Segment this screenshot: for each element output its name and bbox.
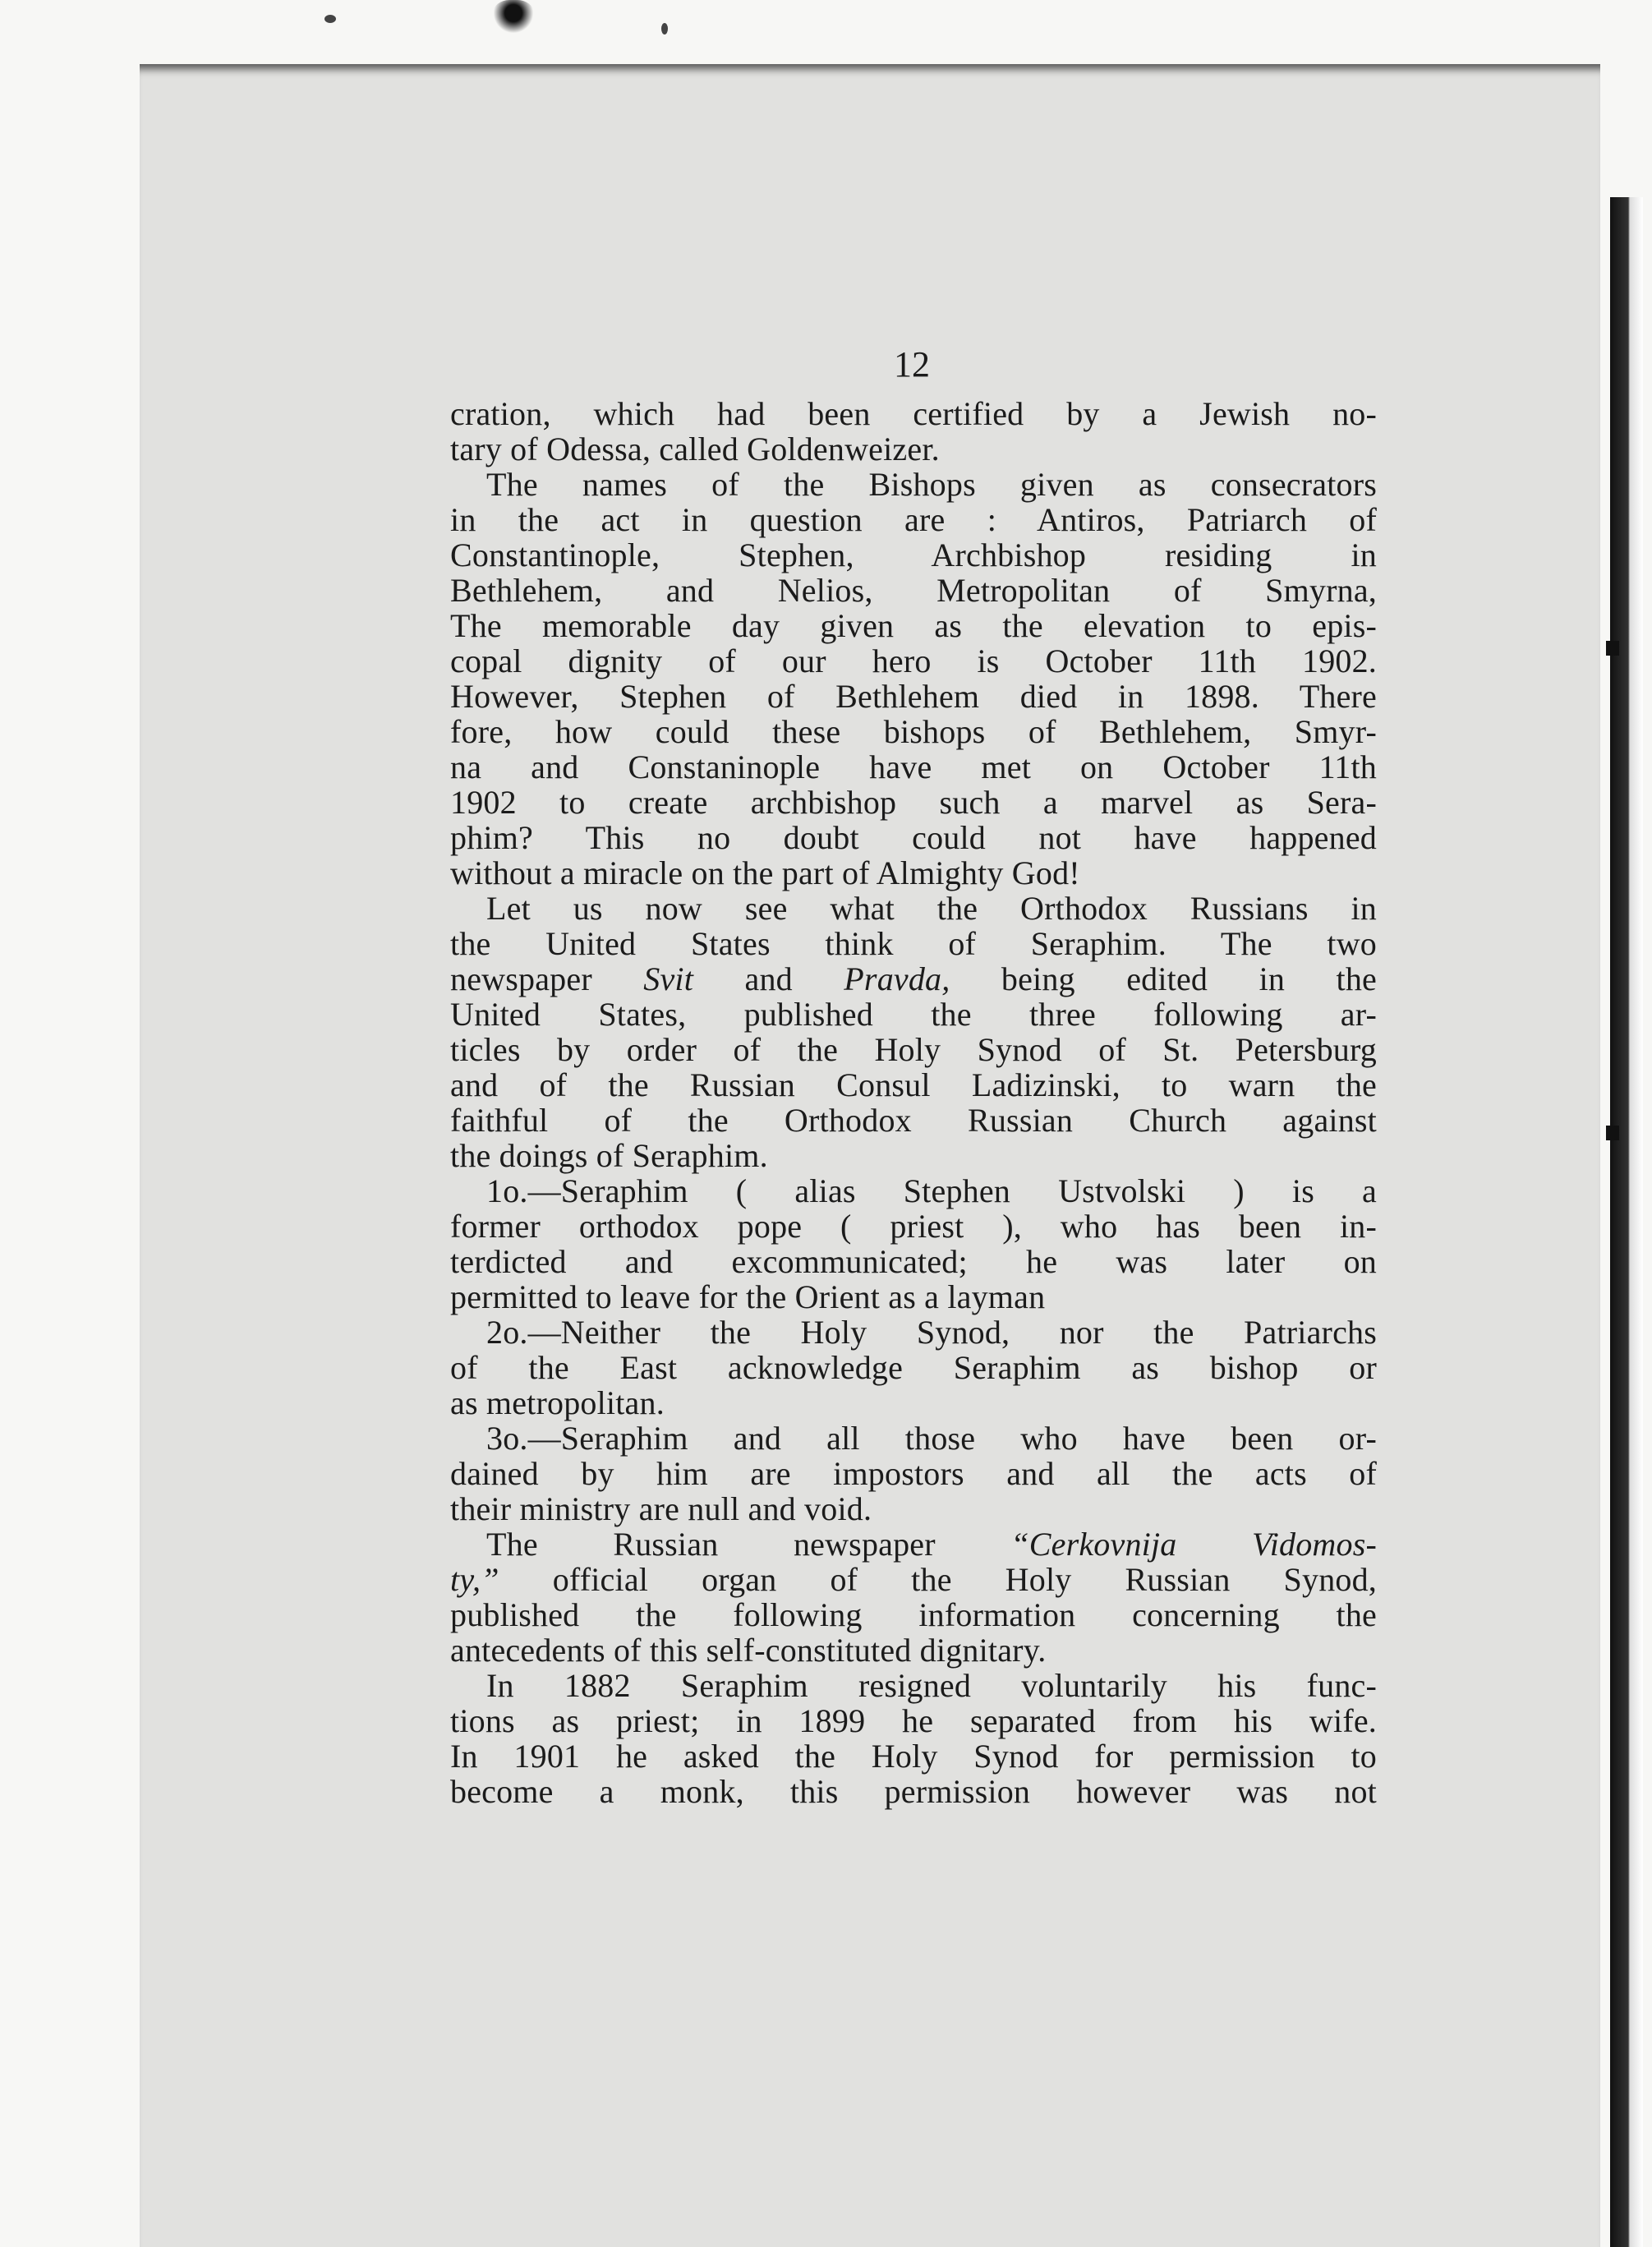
text-line [450, 1526, 1377, 1562]
text-line: terdicted and excommunicated; he was later on [450, 1243, 1377, 1280]
text-line: their ministry are null and void. [450, 1490, 872, 1527]
text-line: na and Constaninople have met on October 11th [450, 748, 1377, 785]
text-line: The names of the Bishops given as consecrators [486, 466, 1377, 503]
text-run: Svit [643, 960, 694, 997]
text-line: the United States think of Seraphim. The two [450, 925, 1377, 962]
text-line: fore, how could these bishops of Bethlehem, Smyr- [450, 713, 1377, 750]
text-line: In 1901 he asked the Holy Synod for permission to [450, 1738, 1377, 1775]
text-run: ty,” [450, 1561, 499, 1598]
text-line: ticles by order of the Holy Synod of St. Petersburg [450, 1031, 1377, 1068]
scan-mark [661, 23, 668, 35]
text-line: in the act in question are : Antiros, Patriarch of [450, 501, 1377, 538]
text-line: published the following information concerning the [450, 1596, 1377, 1633]
text-line: However, Stephen of Bethlehem died in 1898. There [450, 678, 1377, 715]
text-line: 1902 to create archbishop such a marvel as Sera- [450, 784, 1377, 821]
text-line: permitted to leave for the Orient as a layman [450, 1278, 1046, 1315]
text-line: faithful of the Orthodox Russian Church against [450, 1102, 1377, 1139]
scan-mark [1606, 1126, 1619, 1140]
text-line: 2o.—Neither the Holy Synod, nor the Patriarchs [486, 1314, 1377, 1351]
text-line [450, 961, 1377, 997]
text-line: phim? This no doubt could not have happened [450, 819, 1377, 856]
text-line: Bethlehem, and Nelios, Metropolitan of Smyrna, [450, 572, 1377, 609]
text-line: and of the Russian Consul Ladizinski, to warn the [450, 1066, 1377, 1103]
scan-smudge [493, 0, 534, 33]
text-line: without a miracle on the part of Almighty God! [450, 854, 1080, 891]
text-line: tions as priest; in 1899 he separated from his wife. [450, 1702, 1377, 1739]
scan-mark [324, 15, 336, 23]
text-run: Pravda, [844, 960, 950, 997]
text-run: newspaper [450, 960, 644, 997]
text-run: “Cerkovnija Vidomos- [1010, 1526, 1377, 1563]
text-line: cration, which had been certified by a Jewish no- [450, 395, 1377, 432]
text-line: antecedents of this self-constituted dignitary. [450, 1632, 1047, 1669]
page-body-text [450, 396, 1377, 1809]
text-run: and [693, 960, 844, 997]
scan-mark [1606, 641, 1619, 656]
text-line: 3o.—Seraphim and all those who have been or- [486, 1420, 1377, 1457]
text-line: dained by him are impostors and all the acts of [450, 1455, 1377, 1492]
text-run: being edited in the [950, 960, 1377, 997]
text-line: of the East acknowledge Seraphim as bishop or [450, 1349, 1377, 1386]
text-line: Let us now see what the Orthodox Russians in [486, 890, 1377, 927]
text-line: the doings of Seraphim. [450, 1137, 768, 1174]
page-number: 12 [894, 344, 930, 384]
text-line: become a monk, this permission however was not [450, 1773, 1377, 1810]
text-line: former orthodox pope ( priest ), who has been in- [450, 1208, 1377, 1245]
text-line: In 1882 Seraphim resigned voluntarily his func- [486, 1667, 1377, 1704]
text-line [450, 1562, 1377, 1597]
text-line: copal dignity of our hero is October 11th 1902. [450, 642, 1377, 679]
text-line: as metropolitan. [450, 1384, 665, 1421]
text-run: The Russian newspaper [486, 1526, 1011, 1563]
text-line: Constantinople, Stephen, Archbishop residing in [450, 536, 1377, 573]
text-line: United States, published the three following ar- [450, 996, 1377, 1033]
text-run: official organ of the Holy Russian Synod, [499, 1561, 1377, 1598]
text-line: tary of Odessa, called Goldenweizer. [450, 431, 940, 467]
text-line: The memorable day given as the elevation to epis- [450, 607, 1377, 644]
page-binding-edge [1610, 197, 1643, 2247]
text-line: 1o.—Seraphim ( alias Stephen Ustvolski ) is a [486, 1172, 1377, 1209]
